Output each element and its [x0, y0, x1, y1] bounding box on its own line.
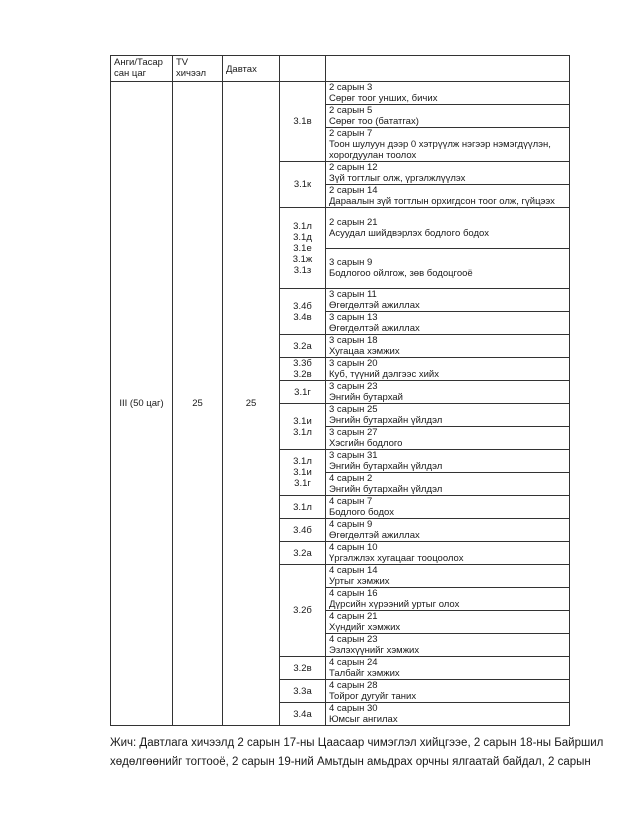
lesson-topic-cell	[326, 496, 570, 519]
lesson-title: Тойрог дугуйг таних	[329, 691, 417, 702]
lesson-title: Энгийн бутархайн үйлдэл	[329, 484, 443, 495]
lesson-date: 4 сарын 9	[329, 519, 373, 530]
table-row	[111, 82, 570, 105]
lesson-date: 4 сарын 28	[329, 680, 378, 691]
lesson-date: 3 сарын 23	[329, 381, 378, 392]
lesson-title: Бодлогоо ойлгож, зөв бодоцгооё	[329, 268, 473, 280]
lesson-topic-cell	[326, 312, 570, 335]
standard-code: 3.2б	[293, 605, 312, 616]
lesson-date: 2 сарын 5	[329, 105, 373, 116]
lesson-date: 4 сарын 2	[329, 473, 373, 484]
lesson-topic-cell	[326, 657, 570, 680]
footnote	[110, 734, 604, 772]
lesson-title: Тоон шулуун дээр 0 хэтрүүлж нэгээр нэмэгдүүлэн, хорогдуулан тоолох	[329, 139, 551, 161]
lesson-title: Уртыг хэмжих	[329, 576, 390, 587]
lesson-date: 4 сарын 30	[329, 703, 378, 714]
standard-code-cell	[280, 703, 326, 726]
header-empty	[280, 56, 326, 82]
lesson-title: Хугацаа хэмжих	[329, 346, 400, 357]
lesson-topic-cell	[326, 185, 570, 208]
lesson-topic-cell	[326, 82, 570, 105]
standard-code: 3.2в	[293, 369, 312, 380]
standard-code: 3.1л	[293, 220, 312, 232]
header-empty	[326, 56, 570, 82]
lesson-title: Асуудал шийдвэрлэх бодлогo бодох	[329, 227, 489, 239]
standard-code: 3.1г	[294, 386, 311, 398]
lesson-topic-cell	[326, 565, 570, 588]
standard-code: 3.1з	[293, 264, 312, 276]
standard-code: 3.1и	[293, 415, 312, 427]
standard-code-cell	[280, 381, 326, 404]
standard-code-cell	[280, 358, 326, 381]
standard-code: 3.1ж	[292, 253, 313, 265]
standard-code: 3.1и	[293, 467, 312, 478]
lesson-topic-cell	[326, 611, 570, 634]
lesson-topic-cell	[326, 105, 570, 128]
lesson-topic-cell	[326, 208, 570, 249]
lesson-topic-cell	[326, 381, 570, 404]
schedule-table	[110, 55, 570, 726]
standard-code-cell	[280, 162, 326, 208]
lesson-topic-cell	[326, 519, 570, 542]
lesson-topic-cell	[326, 588, 570, 611]
standard-code: 3.1к	[293, 179, 312, 190]
standard-code-cell	[280, 542, 326, 565]
lesson-title: Эзлэхүүнийг хэмжих	[329, 645, 420, 656]
lesson-title: Дүрсийн хүрээний уртыг олох	[329, 599, 460, 610]
standard-code-cell	[280, 657, 326, 680]
lesson-title: Хүндийг хэмжих	[329, 622, 401, 633]
lesson-date: 4 сарын 16	[329, 588, 378, 599]
lesson-title: Талбайг хэмжих	[329, 668, 400, 679]
lesson-date: 2 сарын 21	[329, 216, 378, 228]
standard-code: 3.4б	[293, 524, 312, 536]
standard-code-cell	[280, 680, 326, 703]
header-text: TV	[176, 57, 189, 68]
lesson-title: Өгөгдөлтэй ажиллах	[329, 300, 420, 311]
lesson-topic-cell	[326, 128, 570, 162]
lesson-date: 4 сарын 14	[329, 565, 378, 576]
lesson-title: Өгөгдөлтэй ажиллах	[329, 323, 420, 334]
lesson-title: Сөрөг тоог унших, бичих	[329, 93, 438, 104]
lesson-topic-cell	[326, 358, 570, 381]
class-hours-cell: III (50 цаг)	[111, 82, 173, 726]
lesson-title: Хэсгийн бодлого	[329, 438, 403, 449]
lesson-topic-cell	[326, 703, 570, 726]
standard-code: 3.4б	[293, 300, 312, 312]
standard-code-cell	[280, 496, 326, 519]
standard-code-cell	[280, 404, 326, 450]
lesson-date: 4 сарын 21	[329, 611, 378, 622]
lesson-topic-cell	[326, 680, 570, 703]
header-text: сан цаг	[114, 68, 147, 79]
lesson-date: 4 сарын 23	[329, 634, 378, 645]
lesson-date: 3 сарын 31	[329, 450, 378, 461]
header-review	[223, 56, 280, 82]
footnote-line: Жич: Давтлага хичээлд 2 сарын 17-ны Цаасаар чимэглэл хийцгээе, 2 сарын 18-ны Байршил	[110, 737, 604, 749]
lesson-date: 4 сарын 24	[329, 657, 378, 668]
lesson-date: 2 сарын 7	[329, 128, 373, 139]
lesson-date: 3 сарын 11	[329, 289, 377, 300]
standard-code: 3.2а	[293, 547, 312, 559]
lesson-title: Сөрөг тоо (бататгах)	[329, 116, 419, 127]
standard-code: 3.3б	[293, 358, 312, 369]
review-cell: 25	[223, 82, 280, 726]
lesson-topic-cell	[326, 289, 570, 312]
lesson-date: 3 сарын 9	[329, 257, 373, 269]
standard-code-cell	[280, 565, 326, 657]
lesson-title: Энгийн бутархайн үйлдэл	[329, 461, 443, 472]
lesson-topic-cell	[326, 473, 570, 496]
standard-code-cell	[280, 450, 326, 496]
header-text: хичээл	[176, 68, 207, 79]
footnote-line: хөдөлгөөнийг тогтооё, 2 сарын 19-ний Амьтдын амьдрах орчны ялгаатай байдал, 2 сарын	[110, 756, 591, 768]
lesson-title: Дараалын зүй тогтлын орхигдсон тоог олж, гүйцээх	[329, 196, 555, 207]
lesson-title: Бодлого бодох	[329, 507, 394, 518]
lesson-topic-cell	[326, 427, 570, 450]
tv-lesson-cell: 25	[173, 82, 223, 726]
lesson-date: 4 сарын 7	[329, 496, 373, 507]
standard-code: 3.1д	[293, 231, 312, 243]
header-tv-lesson	[173, 56, 223, 82]
standard-code: 3.1л	[293, 426, 312, 438]
lesson-title: Өгөгдөлтэй ажиллах	[329, 530, 420, 541]
standard-code: 3.4в	[293, 311, 312, 323]
lesson-title: Энгийн бутархайн үйлдэл	[329, 415, 443, 426]
lesson-date: 2 сарын 12	[329, 162, 378, 173]
header-text: Давтах	[226, 63, 257, 75]
lesson-topic-cell	[326, 162, 570, 185]
standard-code-cell	[280, 208, 326, 289]
lesson-topic-cell	[326, 542, 570, 565]
lesson-title: Куб, түүний дэлгээс хийх	[329, 369, 439, 380]
standard-code: 3.1в	[293, 116, 312, 127]
standard-code: 3.1г	[294, 478, 311, 489]
lesson-title: Энгийн бутархай	[329, 392, 403, 403]
lesson-date: 4 сарын 10	[329, 542, 378, 553]
standard-code-cell	[280, 289, 326, 335]
table-body	[111, 82, 570, 726]
lesson-title: Зүй тогтлыг олж, үргэлжлүүлэх	[329, 173, 466, 184]
header-class-hours	[111, 56, 173, 82]
standard-code-cell	[280, 82, 326, 162]
standard-code: 3.1е	[293, 242, 312, 254]
standard-code: 3.1л	[293, 501, 312, 513]
lesson-title: Юмсыг ангилах	[329, 714, 398, 725]
lesson-date: 3 сарын 20	[329, 358, 378, 369]
lesson-date: 2 сарын 3	[329, 82, 373, 93]
lesson-date: 3 сарын 25	[329, 404, 378, 415]
lesson-topic-cell	[326, 248, 570, 289]
standard-code: 3.2в	[293, 662, 312, 674]
lesson-topic-cell	[326, 450, 570, 473]
lesson-topic-cell	[326, 634, 570, 657]
lesson-date: 3 сарын 18	[329, 335, 378, 346]
standard-code-cell	[280, 335, 326, 358]
lesson-date: 3 сарын 13	[329, 312, 378, 323]
standard-code: 3.1л	[293, 456, 312, 467]
header-text: Анги/Тасар	[114, 57, 163, 68]
standard-code: 3.4а	[293, 708, 312, 720]
standard-code: 3.3а	[293, 685, 312, 697]
lesson-topic-cell	[326, 404, 570, 427]
lesson-date: 3 сарын 27	[329, 427, 378, 438]
lesson-date: 2 сарын 14	[329, 185, 378, 196]
standard-code: 3.2а	[293, 340, 312, 352]
standard-code-cell	[280, 519, 326, 542]
lesson-topic-cell	[326, 335, 570, 358]
lesson-title: Үргэлжлэх хугацааг тооцоолох	[329, 553, 464, 564]
table-header-row	[111, 56, 570, 82]
